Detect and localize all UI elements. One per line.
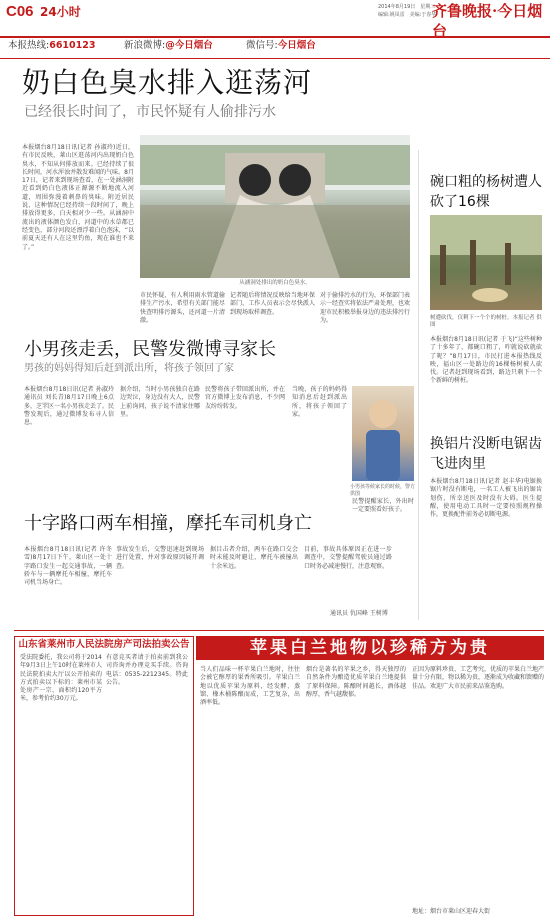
auction-notice-col1: 受法院委托，我公司将于2014年9月3日上午10时在莱州市人民法院拍卖大厅以公开拍卖的方式拍卖以下标的：莱州市某处房产一宗，面积约120平方米，参考价约30万元。 bbox=[20, 654, 102, 703]
issue-date: 2014年8月19日 星期二 bbox=[378, 4, 436, 10]
article3-body-col4: 目前，事故具体原因正在进一步调查中，交警提醒驾驶员通过路口时务必减速慢行，注意观察。 bbox=[304, 546, 392, 570]
hotline-label: 本报热线:6610123 bbox=[8, 40, 96, 51]
article2-subheadline: 男孩的妈妈得知后赶到派出所，将孩子领回了家 bbox=[24, 363, 234, 374]
wechat-id: 今日烟台 bbox=[277, 40, 316, 51]
article1-body-col1: 本报烟台8月18日讯(记者 孙淑玲)近日，有市民反映，莱山区逛荡河内出现奶白色臭水，不知从何排放而来。已经持续了很长时间，河水浑浊并散发难闻的气味。8月17日，记者来到现场查看，在一处涵洞附近看到奶白色液体正源源不断地流入河道，周围弥漫着刺鼻的臭味。附近居民说，这种情况已经持续一段时间了，晚上排放得更多，白天相对少一些。从涵洞中流出的液体颜色发白，河道中的水草都已经变色，部分河段还漂浮着白色泡沫，“以前夏天还有人在这里钓鱼，现在谁也不来了。” bbox=[22, 144, 134, 251]
apple-body-col3: 正因为原料珍贵、工艺考究，优质的苹果白兰地产量十分有限，物以稀为贵，逐渐成为收藏和馈赠的佳品。欢迎广大市民前来品鉴选购。 bbox=[412, 666, 545, 690]
column-divider bbox=[418, 150, 419, 620]
apple-body-col2: 烟台是著名的苹果之乡，得天独厚的自然条件为酿造优质苹果白兰地提供了原料保障。陈酿时间越长，酒体越醇厚，香气越馥郁。 bbox=[306, 666, 406, 698]
page-number: C06 bbox=[6, 3, 34, 20]
article2-body-col3: 民警将孩子带回派出所，并在官方微博上发布消息，不少网友纷纷转发。 bbox=[205, 386, 285, 410]
wechat-label: 微信号:今日烟台 bbox=[246, 40, 316, 51]
section-divider bbox=[14, 630, 544, 631]
article2-body-col4: 当晚，孩子的妈妈得知消息后赶到派出所，将孩子领回了家。 bbox=[292, 386, 347, 418]
article1-photo bbox=[140, 135, 410, 278]
article2-body-col2: 据介绍，当时小男孩独自在路边哭泣，身边没有大人，民警上前询问，孩子说不清家住哪里。 bbox=[120, 386, 200, 418]
apple-headline: 苹果白兰地物以珍稀方为贵 bbox=[250, 638, 490, 658]
section-name: 24小时 bbox=[40, 5, 81, 19]
article2-body-col5: 民警提醒家长，外出时一定要照看好孩子。 bbox=[352, 498, 414, 514]
weibo-handle: @今日烟台 bbox=[165, 40, 213, 51]
article2-photo bbox=[352, 386, 414, 481]
article3-body-col2: 事故发生后，交警迅速赶到现场进行处置，并对事故原因展开调查。 bbox=[116, 546, 204, 570]
tree-stumps-illustration bbox=[430, 215, 542, 310]
sidebar1-photo bbox=[430, 215, 542, 310]
apple-address: 地址：烟台市莱山区迎春大街 bbox=[412, 908, 491, 915]
auction-notice-title: 山东省莱州市人民法院房产司法拍卖公告 bbox=[18, 639, 190, 650]
apple-body-col1: 当人们品味一杯苹果白兰地时，往往会被它醇厚的果香所吸引。苹果白兰地以优质苹果为原料，经发酵、蒸馏、橡木桶陈酿而成，工艺复杂，出酒率低。 bbox=[200, 666, 300, 707]
article2-photo-caption: 小男孩等候家长的时候，警方供图 bbox=[350, 484, 416, 497]
sidebar1-body: 本报烟台8月18日讯(记者 于飞)“这些树种了十多年了，都碗口粗了，咋就说砍就砍了呢？”8月17日，市民打进本报热线反映，福山区一处路边的16棵杨树被人砍伐。记者赶到现场看到，路边只剩下一个个新鲜的树桩。 bbox=[430, 336, 542, 385]
article3-body-col3: 据目击者介绍，两车在路口交会时未能及时避让，摩托车被撞出十余米远。 bbox=[210, 546, 298, 570]
auction-notice-col2: 有意竞买者请于拍卖前到我公司咨询并办理竞买手续。咨询电话：0535-2212345。特此公告。 bbox=[106, 654, 188, 686]
culvert-illustration bbox=[140, 135, 410, 278]
article1-body-col2: 市民怀疑，有人利用雨水管道偷排生产污水，希望有关部门能尽快查明排污源头，还河道一片清澈。 bbox=[140, 292, 225, 324]
newspaper-brand: 齐鲁晚报·今日烟台 bbox=[432, 2, 543, 40]
article3-headline: 十字路口两车相撞，摩托车司机身亡 bbox=[24, 513, 312, 534]
article1-body-col3: 记者随后将情况反映给当地环保部门，工作人员表示会尽快派人到现场取样调查。 bbox=[230, 292, 315, 316]
article1-photo-caption: 从涵洞处排出的奶白色臭水。 bbox=[239, 280, 311, 286]
weibo-label: 新浪微博:@今日烟台 bbox=[124, 40, 213, 51]
sidebar1-photo-caption: 树遭砍伐，仅剩下一个个的树桩。本报记者 供图 bbox=[430, 315, 542, 328]
article1-body-col4: 对于偷排污水的行为，环保部门表示一经查实将依法严肃处理，也欢迎市民积极举报身边的违法排污行为。 bbox=[320, 292, 411, 324]
article1-headline: 奶白色臭水排入逛荡河 bbox=[22, 66, 313, 99]
article3-body-col1: 本报烟台8月18日讯(记者 许冬雪)8月17日下午，莱山区一处十字路口发生一起交通事故，一辆轿车与一辆摩托车相撞，摩托车司机当场身亡。 bbox=[24, 546, 112, 587]
article2-headline: 小男孩走丢，民警发微博寻家长 bbox=[24, 339, 276, 360]
sidebar2-body: 本报烟台8月18日讯(记者 赵丰华)电锯换锯片时没有断电，一名工人被飞出的锯齿划伤，所幸送医及时没有大碍。医生提醒，使用电动工具时一定要按照规程操作，更换配件前务必切断电源。 bbox=[430, 478, 542, 519]
sidebar1-headline: 碗口粗的杨树遭人砍了16棵 bbox=[430, 174, 542, 210]
boy-illustration bbox=[352, 386, 414, 481]
editor-credits: 编辑:姚凤雷 美编:于春华 bbox=[378, 12, 437, 18]
page-header bbox=[0, 0, 550, 40]
article3-byline: 通讯员 仇国峰 王树博 bbox=[330, 610, 388, 617]
article2-body-col1: 本报烟台8月18日讯(记者 孙淑玲 通讯员 刘长青)8月17日晚上6点多，芝罘区一名小男孩走丢了。民警发现后，通过微博发布寻人信息。 bbox=[24, 386, 115, 427]
hotline-number: 6610123 bbox=[49, 40, 96, 51]
article1-subheadline: 已经很长时间了，市民怀疑有人偷排污水 bbox=[24, 104, 276, 120]
sidebar2-headline: 换铝片没断电锯齿飞进肉里 bbox=[430, 436, 542, 472]
